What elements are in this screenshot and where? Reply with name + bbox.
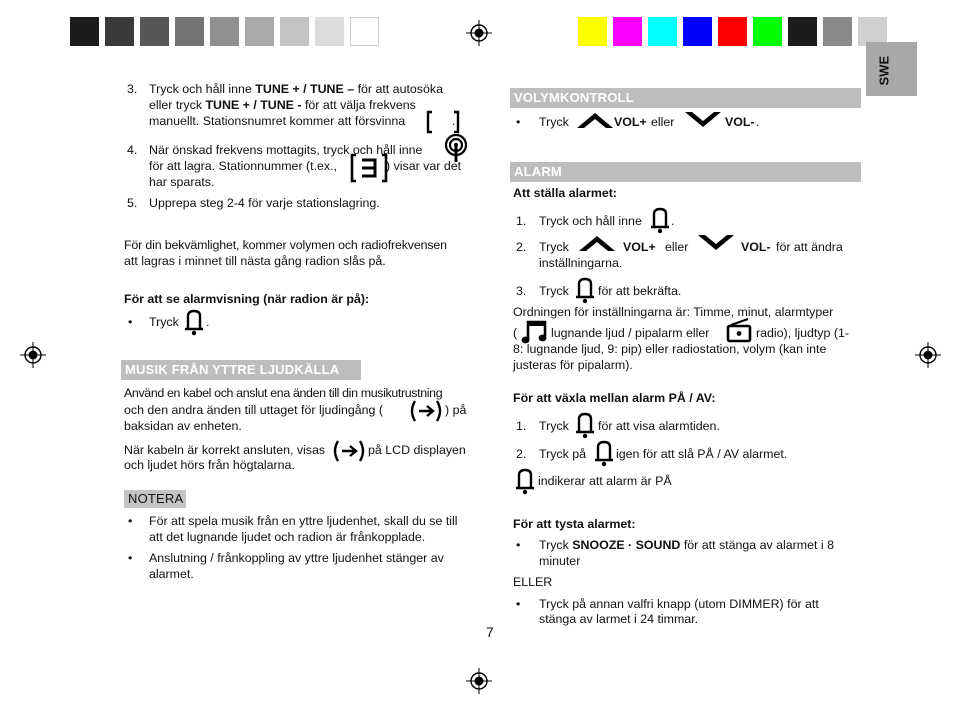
- color-swatch: [613, 17, 642, 46]
- toggle-step-2-number: 2.: [516, 447, 527, 461]
- silence-bullet-2-dot: •: [516, 597, 521, 611]
- station-number-icon: [425, 110, 461, 134]
- alarm-bell-icon: [184, 308, 204, 336]
- toggle-step-2-text: igen för att slå PÅ / AV alarmet.: [616, 447, 788, 461]
- step-3-key: TUNE + / TUNE -: [205, 98, 302, 112]
- set-alarm-title: Att ställa alarmet:: [513, 186, 617, 200]
- order-line-2b: lugnande ljud / pipalarm eller: [551, 326, 710, 340]
- volume-end: .: [756, 115, 760, 129]
- radio-icon: [726, 317, 752, 343]
- gray-swatch: [210, 17, 239, 46]
- page-number: 7: [486, 624, 494, 640]
- silence-bullet-2-line-2: stänga av larmet i 24 timmar.: [539, 612, 699, 626]
- alarm-on-indicator-text: indikerar att alarm är PÅ: [538, 474, 672, 488]
- step-4-line-2-end: ) visar var det: [386, 159, 462, 173]
- alarm-bell-icon: [650, 206, 670, 234]
- set-step-3-text: för att bekräfta.: [598, 284, 682, 298]
- gray-swatch: [175, 17, 204, 46]
- set-step-1-text: Tryck och håll inne: [539, 214, 642, 228]
- music-paragraph-2-line-1a: När kabeln är korrekt ansluten, visas: [124, 443, 326, 457]
- step-4-number: 4.: [127, 143, 138, 157]
- set-step-2-vol-down: VOL-: [741, 240, 771, 254]
- set-step-1-number: 1.: [516, 214, 527, 228]
- step-4-line-2: för att lagra. Stationnummer (t.ex.,: [149, 159, 338, 173]
- set-step-2-press: Tryck: [539, 240, 569, 254]
- alarm-view-bullet-text: Tryck: [149, 315, 179, 329]
- alarm-view-title: För att se alarmvisning (när radion är på):: [124, 292, 370, 306]
- or-separator: ELLER: [513, 575, 553, 589]
- volume-or: eller: [651, 115, 675, 129]
- registration-mark-left: [20, 342, 46, 368]
- music-paragraph-1-line-3: baksidan av enheten.: [124, 419, 242, 433]
- step-3-number: 3.: [127, 82, 138, 96]
- color-swatch: [823, 17, 852, 46]
- notera-bullet-2-line-1: Anslutning / frånkoppling av yttre ljudenhet stänger av: [149, 551, 444, 565]
- set-step-2-line-2: inställningarna.: [539, 256, 623, 270]
- step-4-line-1: När önskad frekvens mottagits, tryck och håll inne: [149, 143, 423, 157]
- step-3-text: för att välja frekvens: [304, 98, 416, 112]
- silence-bullet-1-line-1: [539, 538, 834, 554]
- toggle-step-2-press: Tryck på: [539, 447, 587, 461]
- step-3-end: .: [452, 114, 456, 128]
- notera-header: NOTERA: [124, 490, 186, 508]
- step-5-number: 5.: [127, 196, 138, 210]
- volume-down-label: VOL-: [725, 115, 755, 129]
- step-3-text: Tryck och håll inne: [149, 82, 252, 96]
- notera-bullet-2-line-2: alarmet.: [149, 567, 194, 581]
- order-line-2c: radio), ljudtyp (1-: [756, 326, 849, 340]
- order-line-1: Ordningen för inställningarna är: Timme, minut, alarmtyper: [513, 305, 834, 319]
- music-paragraph-2-line-1b: på LCD displayen: [368, 443, 466, 457]
- registration-mark-bottom: [466, 668, 492, 694]
- silence-text: för att stänga av alarmet i 8: [683, 538, 834, 552]
- set-step-2-number: 2.: [516, 240, 527, 254]
- snooze-key: SNOOZE · SOUND: [572, 538, 681, 552]
- step-5-text: Upprepa steg 2-4 för varje stationslagring.: [149, 196, 380, 210]
- silence-bullet-1-dot: •: [516, 538, 521, 552]
- gray-swatch: [350, 17, 379, 46]
- gray-swatch-bar: [70, 17, 386, 46]
- volume-up-label: VOL+: [614, 115, 647, 129]
- set-step-2-vol-up: VOL+: [623, 240, 656, 254]
- color-swatch: [578, 17, 607, 46]
- alarm-bell-icon: [594, 439, 614, 467]
- step-3-text: för att autosöka: [357, 82, 443, 96]
- notera-bullet-1-dot: •: [128, 514, 133, 528]
- alarm-view-bullet-dot: •: [128, 315, 133, 329]
- step-3-key: TUNE + / TUNE –: [255, 82, 355, 96]
- gray-swatch: [315, 17, 344, 46]
- step-3-line-1: [149, 82, 443, 98]
- gray-swatch: [140, 17, 169, 46]
- music-paragraph-1-line-1: Använd en kabel och anslut ena änden till din musikutrustning: [124, 386, 443, 400]
- color-swatch: [718, 17, 747, 46]
- alarm-view-end: .: [206, 315, 210, 329]
- volume-bullet-dot: •: [516, 115, 521, 129]
- memory-note-line-2: att lagras i minnet till nästa gång radion slås på.: [124, 254, 386, 268]
- gray-swatch: [280, 17, 309, 46]
- order-line-4: justeras för pipalarm).: [513, 358, 633, 372]
- order-line-3: 8: lugnande ljud, 9: pip) eller radiostation, volym (kan inte: [513, 342, 827, 356]
- set-step-2-or: eller: [665, 240, 689, 254]
- music-section-header: MUSIK FRÅN YTTRE LJUDKÄLLA: [121, 360, 361, 380]
- gray-swatch: [105, 17, 134, 46]
- memory-note-line-1: För din bekvämlighet, kommer volymen och radiofrekvensen: [124, 238, 447, 252]
- order-line-2a: (: [513, 326, 518, 340]
- silence-text: Tryck: [539, 538, 569, 552]
- gray-swatch: [245, 17, 274, 46]
- silence-bullet-1-line-2: minuter: [539, 554, 581, 568]
- silence-bullet-2-line-1: Tryck på annan valfri knapp (utom DIMMER) för att: [539, 597, 819, 611]
- station-number-display-icon: [349, 153, 389, 183]
- alarm-bell-icon: [575, 411, 595, 439]
- color-swatch: [788, 17, 817, 46]
- volume-down-icon: [684, 111, 722, 129]
- audio-in-icon: [407, 398, 445, 424]
- alarm-section-header: ALARM: [510, 162, 861, 182]
- volume-up-icon: [576, 111, 614, 129]
- volume-section-header: VOLYMKONTROLL: [510, 88, 861, 108]
- alarm-bell-icon: [515, 467, 535, 495]
- alarm-bell-icon: [575, 276, 595, 304]
- audio-in-display-icon: [330, 438, 368, 464]
- set-step-2-text: för att ändra: [776, 240, 843, 254]
- toggle-alarm-title: För att växla mellan alarm PÅ / AV:: [513, 391, 716, 405]
- notera-bullet-1-line-1: För att spela musik från en yttre ljudenhet, skall du se till: [149, 514, 458, 528]
- step-3-line-3: [149, 114, 405, 130]
- notera-bullet-1-line-2: att det lugnande ljudet och radion är frånkopplade.: [149, 530, 426, 544]
- step-4-line-3: har sparats.: [149, 175, 215, 189]
- toggle-step-1-text: för att visa alarmtiden.: [598, 419, 720, 433]
- set-step-1-end: .: [671, 214, 675, 228]
- color-swatch: [648, 17, 677, 46]
- language-tab-label: SWE: [876, 55, 892, 86]
- registration-mark-top: [466, 20, 492, 46]
- color-swatch: [753, 17, 782, 46]
- toggle-step-1-press: Tryck: [539, 419, 569, 433]
- step-3-text: manuellt. Stationsnumret kommer att försvinna: [149, 114, 406, 128]
- gray-swatch: [70, 17, 99, 46]
- music-paragraph-1-line-2a: och den andra änden till uttaget för ljudingång (: [124, 403, 384, 417]
- silence-alarm-title: För att tysta alarmet:: [513, 517, 636, 531]
- set-step-3-number: 3.: [516, 284, 527, 298]
- step-3-text: eller tryck: [149, 98, 203, 112]
- music-paragraph-1-line-2b: ) på: [445, 403, 467, 417]
- set-step-3-press: Tryck: [539, 284, 569, 298]
- step-3-line-2: [149, 98, 416, 114]
- color-swatch: [683, 17, 712, 46]
- volume-text-press: Tryck: [539, 115, 569, 129]
- music-paragraph-2-line-2: och ljudet hörs från högtalarna.: [124, 458, 295, 472]
- volume-up-icon: [577, 234, 617, 252]
- registration-mark-right: [915, 342, 941, 368]
- language-tab: [866, 42, 917, 96]
- volume-down-icon: [696, 234, 736, 252]
- notera-bullet-2-dot: •: [128, 551, 133, 565]
- color-swatch-bar: [578, 17, 894, 46]
- toggle-step-1-number: 1.: [516, 419, 527, 433]
